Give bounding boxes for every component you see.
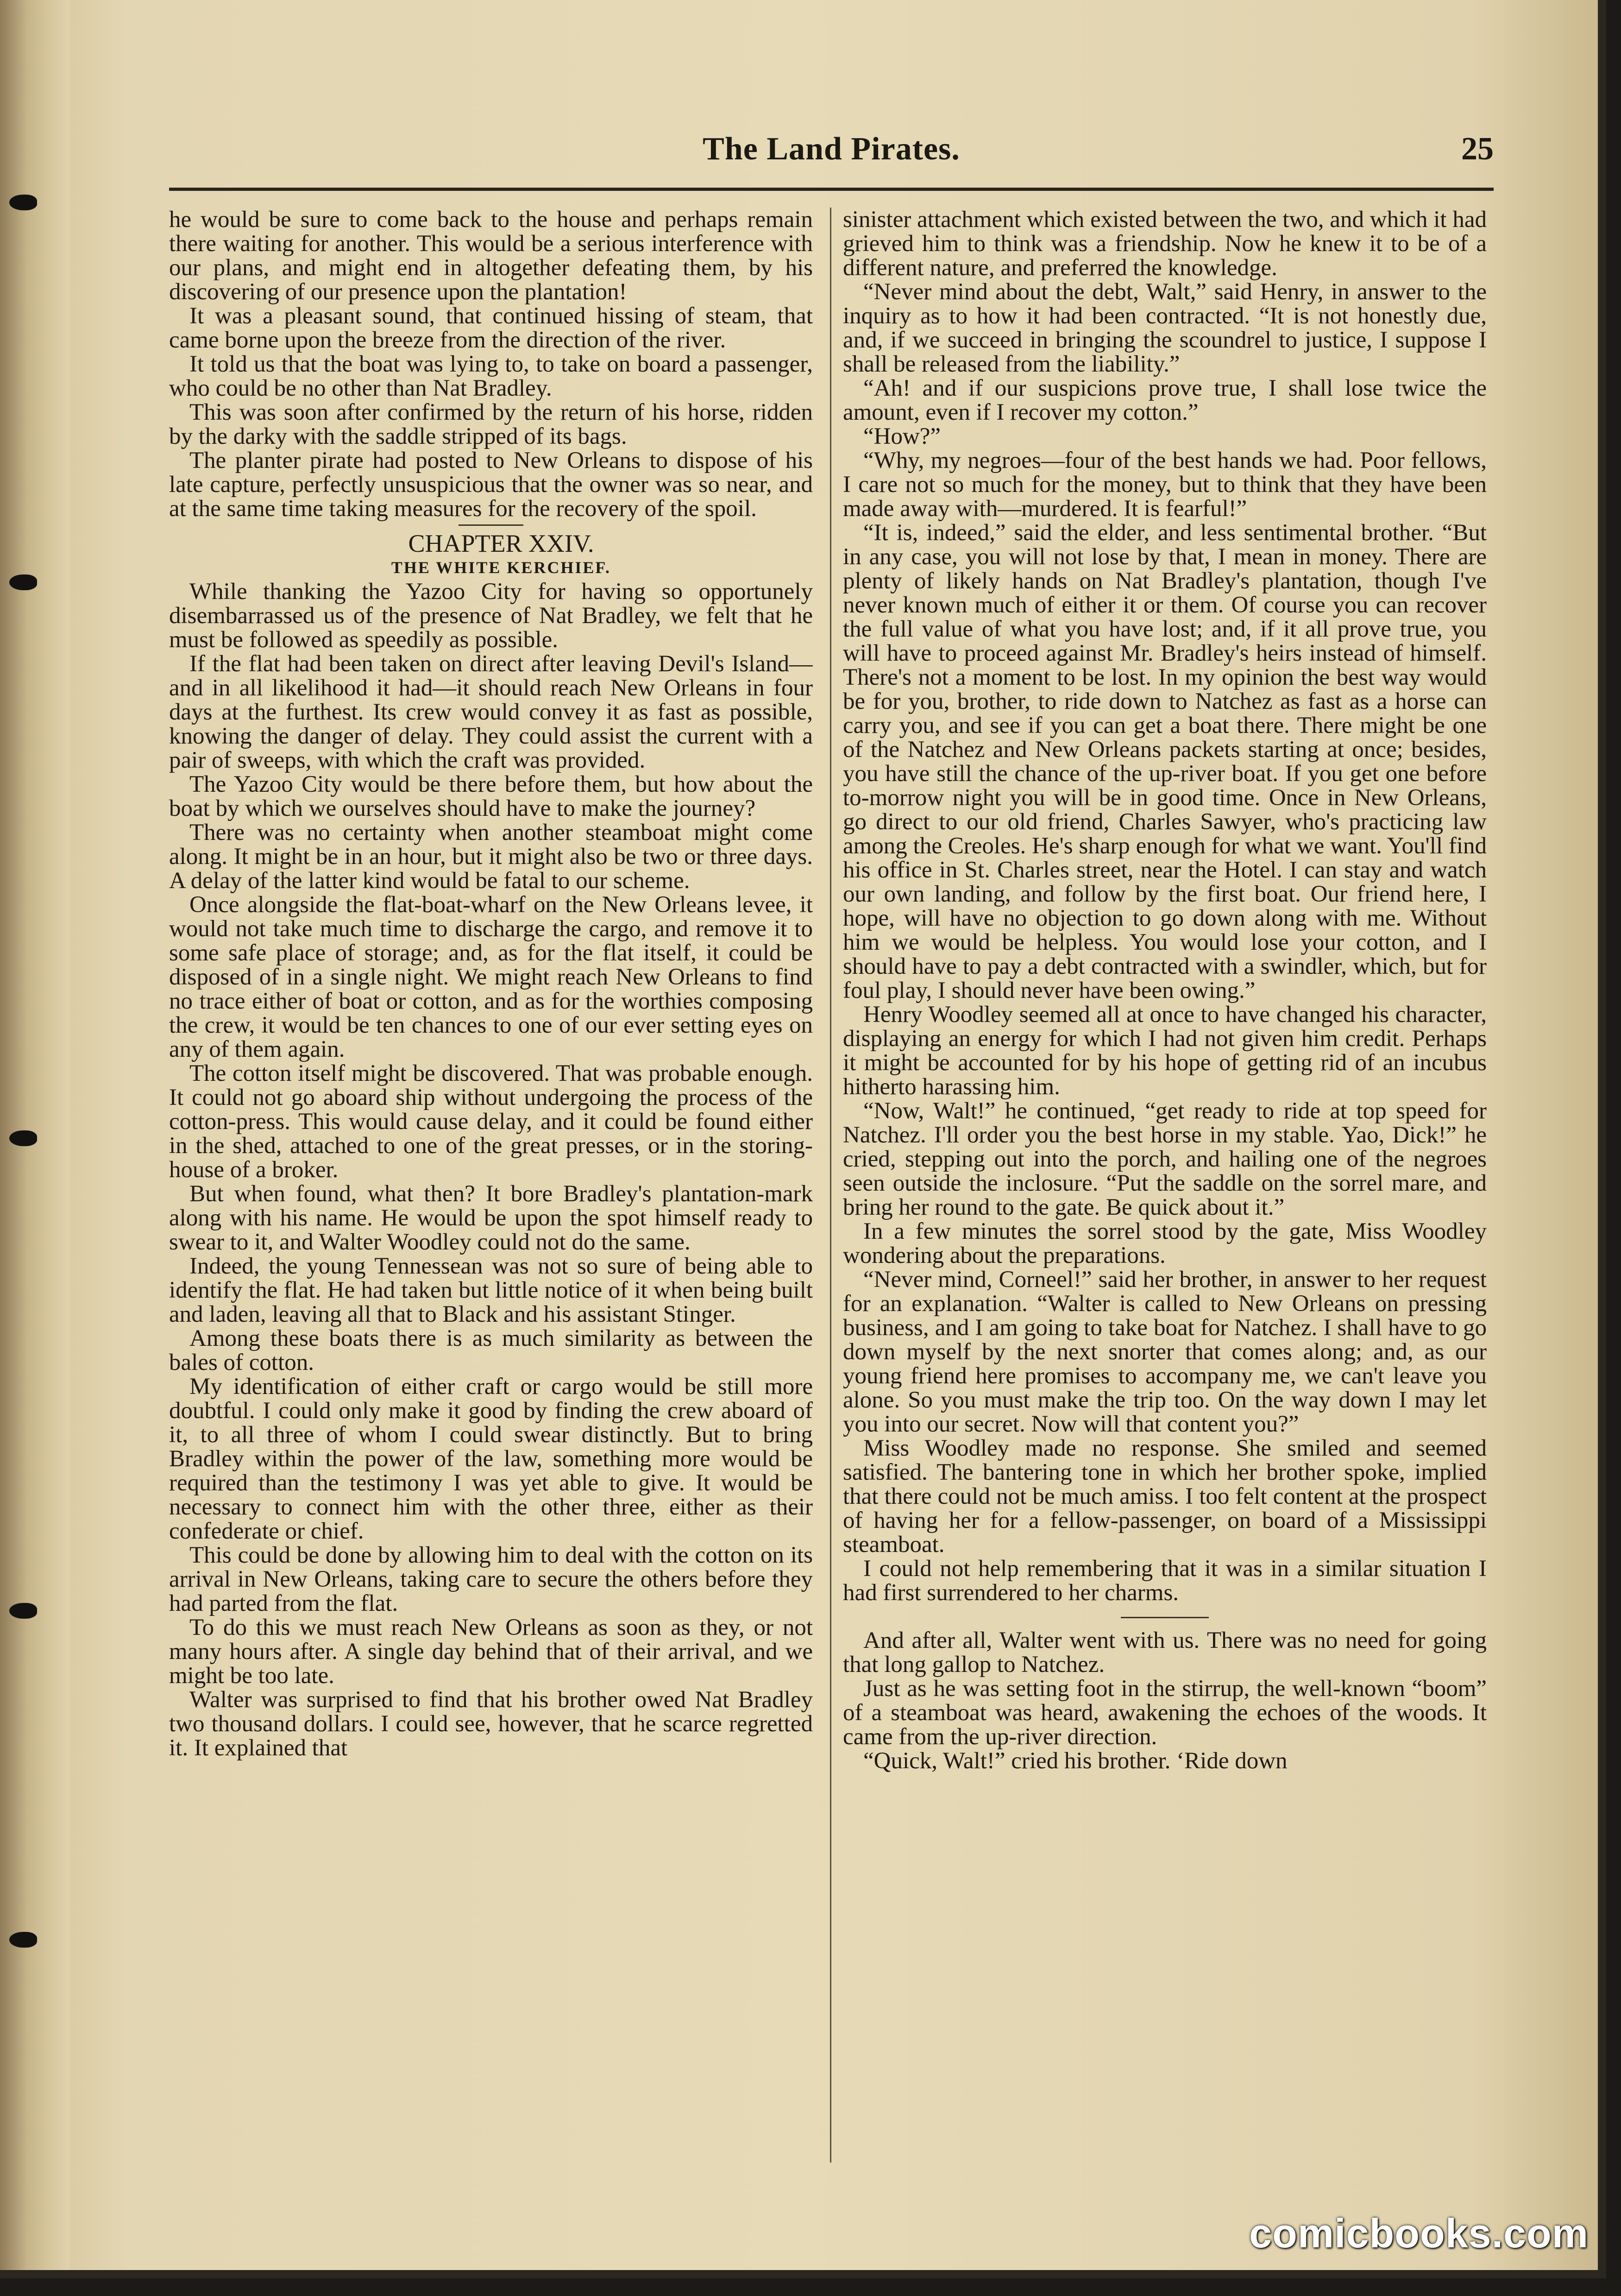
paragraph: Walter was surprised to find that his brother owed Nat Bradley two thousand dollars. I could see, however, that he scarce regretted it. It explained that [169,1687,813,1761]
binding-stitch [9,1130,37,1146]
page-number: 25 [1461,131,1494,167]
paragraph: If the flat had been taken on direct after leaving Devil's Island—and in all likelihood it had—it should reach New Orleans in four days at the furthest. Its crew would convey it as fast as possible, knowing the danger of delay. They could assist the current with a pair of sweeps, with which the craft was provided. [169,651,813,773]
paragraph: And after all, Walter went with us. There was no need for going that long gallop to Natchez. [843,1627,1487,1678]
paragraph: To do this we must reach New Orleans as soon as they, or not many hours after. A single day behind that of their arrival, and we might be too late. [169,1615,813,1689]
binding-stitch [9,1932,37,1948]
running-header [169,131,1494,177]
paragraph: Among these boats there is as much similarity as between the bales of cotton. [169,1325,813,1375]
paragraph: My identification of either craft or cargo would be still more doubtful. I could only make it good by finding the crew aboard of it, to all three of whom I could swear distinctly. But to bring Bradley within the power of the law, something more would be required than the testimony I was yet able to give. It would be necessary to connect him with the other three, either as their confederate or chief. [169,1374,813,1544]
paragraph: But when found, what then? It bore Bradley's plantation-mark along with his name. He would be upon the spot himself ready to swear to it, and Walter Woodley could not do the same. [169,1181,813,1255]
paragraph: Miss Woodley made no response. She smiled and seemed satisfied. The bantering tone in which her brother spoke, implied that there could not be much amiss. I too felt content at the prospect of having her for a fellow-passenger, on board of a Mississippi steamboat. [843,1435,1487,1558]
binding-stitch [9,1603,37,1619]
paragraph: The Yazoo City would be there before them, but how about the boat by which we ourselves should have to make the journey? [169,771,813,821]
running-title: The Land Pirates. [703,131,960,167]
paragraph: This could be done by allowing him to deal with the cotton on its arrival in New Orleans, taking care to secure the others before they had parted from the flat. [169,1542,813,1616]
paragraph: “Never mind about the debt, Walt,” said Henry, in answer to the inquiry as to how it had been contracted. “It is not honestly due, and, if we succeed in bringing the scoundrel to justice, I suppose I shall be released from the liability.” [843,279,1487,377]
paragraph: I could not help remembering that it was in a similar situation I had first surrendered to her charms. [843,1556,1487,1606]
paragraph: In a few minutes the sorrel stood by the gate, Miss Woodley wondering about the preparations. [843,1218,1487,1268]
page-binding [0,0,69,2270]
paragraph: Just as he was setting foot in the stirrup, the well-known “boom” of a steamboat was heard, awakening the echoes of the woods. It came from the up-river direction. [843,1676,1487,1750]
binding-stitch [9,195,37,210]
paragraph: There was no certainty when another steamboat might come along. It might be in an hour, but it might also be two or three days. A delay of the latter kind would be fatal to our scheme. [169,820,813,894]
paragraph: “It is, indeed,” said the elder, and less sentimental brother. “But in any case, you will not lose by that, I mean in money. There are plenty of likely hands on Nat Bradley's plantation, though I've never known much of either it or them. Of course you can recover the full value of what you have lost; and, if it all prove true, you will have to proceed against Mr. Bradley's heirs instead of himself. There's not a moment to be lost. In my opinion the best way would be for you, brother, to ride down to Natchez as fast as a horse can carry you, and see if you can get a boat there. There might be one of the Natchez and New Orleans packets starting at once; besides, you have still the chance of the up-river boat. If you get one before to-morrow night you will be in good time. Once in New Orleans, go direct to our old friend, Charles Sawyer, who's practicing law among the Creoles. He's sharp enough for what we want. You'll find his office in St. Charles street, near the Hotel. I can stay and watch our own landing, and follow by the first boat. Our friend here, I hope, will have no objection to go down along with me. Without him we would be helpless. You would lose your cotton, and I should have to pay a debt contracted with a swindler, which, but for foul play, I should never have been owing.” [843,520,1487,1003]
paragraph: It told us that the boat was lying to, to take on board a passenger, who could be no other than Nat Bradley. [169,351,813,401]
paragraph: It was a pleasant sound, that continued hissing of steam, that came borne upon the breeze from the direction of the river. [169,303,813,353]
site-watermark: comicbooks.com [1249,2210,1589,2256]
paragraph: “Now, Walt!” he continued, “get ready to ride at top speed for Natchez. I'll order you the best horse in my stable. Yao, Dick!” he cried, stepping out into the porch, and hailing one of the negroes seen outside the inclosure. “Put the saddle on the sorrel mare, and bring her round to the gate. Be quick about it.” [843,1098,1487,1220]
paragraph: “Ah! and if our suspicions prove true, I shall lose twice the amount, even if I recover my cotton.” [843,375,1487,425]
binding-stitch [9,574,37,590]
paragraph: Henry Woodley seemed all at once to have changed his character, displaying an energy for which I had not given him credit. Perhaps it might be accounted for by his hope of getting rid of an incubus hitherto harassing him. [843,1002,1487,1100]
paragraph: “How?” [863,423,941,449]
section-break-rule [1121,1617,1209,1618]
left-column [169,208,813,2172]
column-divider [830,208,831,2163]
paragraph: Once alongside the flat-boat-wharf on the New Orleans levee, it would not take much time to discharge the cargo, and remove it to some safe place of storage; and, as for the flat itself, it could be disposed of in a single night. We might reach New Orleans to find no trace either of boat or cotton, and as for the worthies composing the crew, it would be ten chances to one of our ever setting eyes on any of them again. [169,892,813,1062]
paragraph: he would be sure to come back to the house and perhaps remain there waiting for another. This would be a serious interference with our plans, and might end in altogether defeating them, by his discovering of our presence upon the plantation! [169,208,813,305]
paragraph: “Never mind, Corneel!” said her brother, in answer to her request for an explanation. “Walter is called to New Orleans on pressing business, and I am going to take boat for Natchez. I shall have to go down myself by the next snorter that comes along; and, as our young friend here promises to accompany me, we can't leave you alone. So you must make the trip too. On the way down I may let you into our secret. Now will that content you?” [843,1267,1487,1437]
right-column [843,208,1487,2172]
chapter-rule [459,524,523,526]
chapter-subtitle: THE WHITE KERCHIEF. [391,558,611,577]
paragraph: “Why, my negroes—four of the best hands we had. Poor fellows, I care not so much for the money, but to think that they have been made away with—murdered. It is fearful!” [843,448,1487,522]
paragraph: Indeed, the young Tennessean was not so sure of being able to identify the flat. He had taken but little notice of it when being built and laden, leaving all that to Black and his assistant Stinger. [169,1253,813,1327]
header-rule [169,188,1494,191]
paragraph: sinister attachment which existed between the two, and which it had grieved him to think was a friendship. Now he knew it to be of a different nature, and preferred the knowledge. [843,208,1487,281]
paragraph: The planter pirate had posted to New Orleans to dispose of his late capture, perfectly unsuspicious that the owner was so near, and at the same time taking measures for the recovery of the spoil. [169,448,813,522]
paragraph: While thanking the Yazoo City for having so opportunely disembarrassed us of the presence of Nat Bradley, we felt that he must be followed as speedily as possible. [169,579,813,653]
paragraph: “Quick, Walt!” cried his brother. ‘Ride down [863,1748,1288,1774]
chapter-title: CHAPTER XXIV. [408,530,594,557]
paragraph: The cotton itself might be discovered. That was probable enough. It could not go aboard ship without undergoing the process of the cotton-press. This would cause delay, and it could be found either in the shed, attached to one of the great presses, or in the storing-house of a broker. [169,1060,813,1183]
paragraph: This was soon after confirmed by the return of his horse, ridden by the darky with the saddle stripped of its bags. [169,399,813,449]
